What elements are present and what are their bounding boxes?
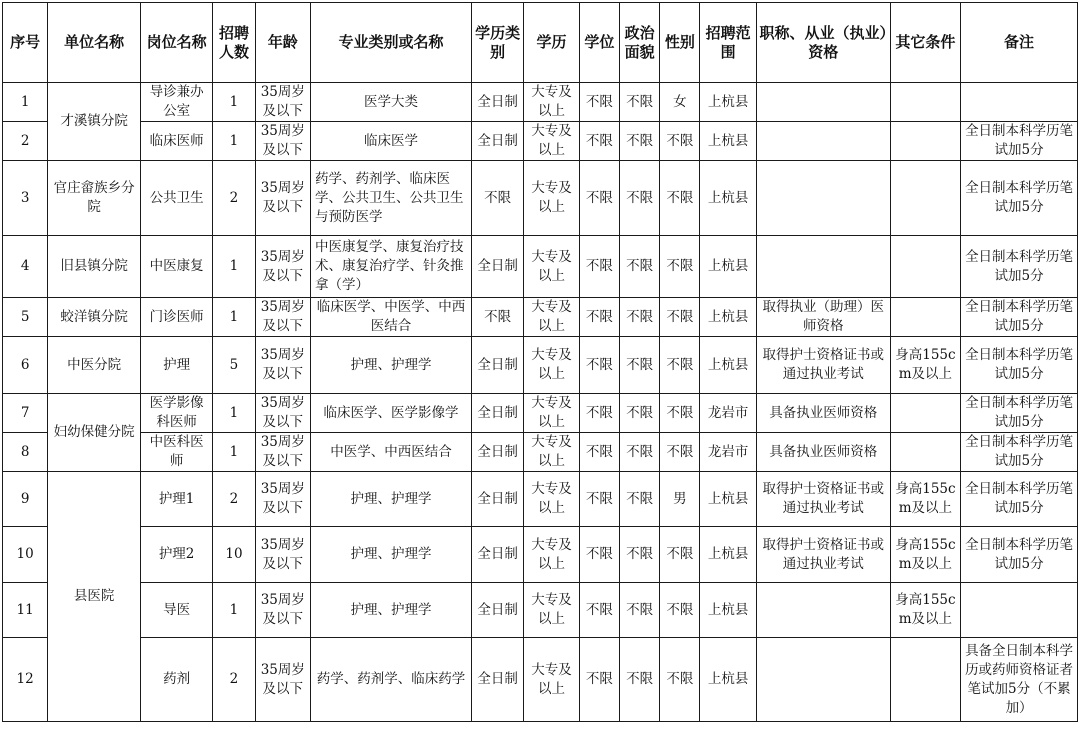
cell-major: 药学、药剂学、临床药学 [310,638,471,722]
cell-major: 护理、护理学 [310,527,471,583]
cell-gender: 不限 [660,298,700,337]
cell-political: 不限 [619,236,659,298]
cell-count: 2 [213,472,255,527]
header-other: 其它条件 [890,3,960,83]
cell-edu-type: 不限 [472,161,524,236]
cell-other: 身高155cm及以上 [890,472,960,527]
cell-seq: 12 [3,638,48,722]
cell-age: 35周岁及以下 [255,161,310,236]
cell-other [890,638,960,722]
cell-unit: 县医院 [48,472,141,722]
header-major: 专业类别或名称 [310,3,471,83]
header-seq: 序号 [3,3,48,83]
cell-title [756,236,890,298]
cell-edu-type: 不限 [472,298,524,337]
cell-major: 中医康复学、康复治疗技术、康复治疗学、针灸推拿（学） [310,236,471,298]
table-row [3,638,1078,722]
cell-title: 取得执业（助理）医师资格 [756,298,890,337]
cell-seq: 3 [3,161,48,236]
cell-title: 具备执业医师资格 [756,394,890,433]
cell-seq: 10 [3,527,48,583]
table-row [3,337,1078,394]
cell-scope: 上杭县 [700,337,756,394]
cell-other [890,161,960,236]
cell-age: 35周岁及以下 [255,298,310,337]
cell-scope: 上杭县 [700,236,756,298]
cell-gender: 不限 [660,638,700,722]
cell-edu: 大专及以上 [524,638,579,722]
cell-remark: 具备全日制本科学历或药师资格证者笔试加5分（不累加） [961,638,1078,722]
cell-political: 不限 [619,161,659,236]
cell-edu: 大专及以上 [524,161,579,236]
cell-scope: 上杭县 [700,472,756,527]
cell-remark: 全日制本科学历笔试加5分 [961,433,1078,472]
cell-edu-type: 全日制 [472,527,524,583]
cell-scope: 上杭县 [700,122,756,161]
cell-age: 35周岁及以下 [255,583,310,638]
cell-other [890,394,960,433]
cell-degree: 不限 [579,583,619,638]
cell-major: 临床医学 [310,122,471,161]
cell-seq: 5 [3,298,48,337]
cell-edu-type: 全日制 [472,638,524,722]
cell-post: 护理2 [140,527,212,583]
cell-political: 不限 [619,337,659,394]
cell-scope: 上杭县 [700,638,756,722]
cell-post: 药剂 [140,638,212,722]
cell-gender: 不限 [660,394,700,433]
cell-degree: 不限 [579,298,619,337]
cell-age: 35周岁及以下 [255,433,310,472]
cell-age: 35周岁及以下 [255,527,310,583]
cell-edu-type: 全日制 [472,236,524,298]
cell-age: 35周岁及以下 [255,472,310,527]
cell-seq: 8 [3,433,48,472]
cell-remark: 全日制本科学历笔试加5分 [961,236,1078,298]
cell-count: 1 [213,122,255,161]
cell-count: 1 [213,394,255,433]
cell-remark: 全日制本科学历笔试加5分 [961,337,1078,394]
cell-major: 中医学、中西医结合 [310,433,471,472]
cell-degree: 不限 [579,527,619,583]
cell-seq: 2 [3,122,48,161]
table-row [3,433,1078,472]
cell-age: 35周岁及以下 [255,122,310,161]
cell-post: 医学影像科医师 [140,394,212,433]
cell-edu-type: 全日制 [472,583,524,638]
table-row [3,472,1078,527]
cell-other [890,236,960,298]
cell-edu-type: 全日制 [472,83,524,122]
cell-edu: 大专及以上 [524,472,579,527]
table-row [3,527,1078,583]
cell-edu-type: 全日制 [472,337,524,394]
cell-remark: 全日制本科学历笔试加5分 [961,527,1078,583]
cell-seq: 7 [3,394,48,433]
header-political: 政治面貌 [619,3,659,83]
cell-degree: 不限 [579,83,619,122]
cell-scope: 龙岩市 [700,433,756,472]
cell-count: 1 [213,83,255,122]
cell-scope: 上杭县 [700,161,756,236]
cell-scope: 上杭县 [700,527,756,583]
cell-title [756,638,890,722]
cell-remark: 全日制本科学历笔试加5分 [961,298,1078,337]
cell-gender: 不限 [660,527,700,583]
cell-title [756,122,890,161]
header-age: 年龄 [255,3,310,83]
header-remark: 备注 [961,3,1078,83]
cell-major: 护理、护理学 [310,472,471,527]
cell-other: 身高155cm及以上 [890,337,960,394]
cell-scope: 上杭县 [700,583,756,638]
cell-post: 中医康复 [140,236,212,298]
cell-post: 护理 [140,337,212,394]
header-gender: 性别 [660,3,700,83]
cell-scope: 龙岩市 [700,394,756,433]
cell-edu-type: 全日制 [472,472,524,527]
cell-other: 身高155cm及以上 [890,527,960,583]
cell-seq: 9 [3,472,48,527]
cell-unit: 妇幼保健分院 [48,394,141,472]
cell-title [756,161,890,236]
cell-other [890,122,960,161]
cell-unit: 才溪镇分院 [48,83,141,161]
cell-political: 不限 [619,394,659,433]
header-row [3,3,1078,83]
cell-degree: 不限 [579,337,619,394]
cell-seq: 6 [3,337,48,394]
cell-gender: 男 [660,472,700,527]
cell-remark: 全日制本科学历笔试加5分 [961,394,1078,433]
cell-major: 护理、护理学 [310,337,471,394]
cell-gender: 女 [660,83,700,122]
cell-edu: 大专及以上 [524,236,579,298]
cell-gender: 不限 [660,122,700,161]
cell-edu: 大专及以上 [524,433,579,472]
cell-post: 中医科医师 [140,433,212,472]
cell-political: 不限 [619,583,659,638]
cell-political: 不限 [619,83,659,122]
cell-seq: 4 [3,236,48,298]
cell-age: 35周岁及以下 [255,638,310,722]
cell-political: 不限 [619,433,659,472]
cell-age: 35周岁及以下 [255,394,310,433]
cell-post: 门诊医师 [140,298,212,337]
cell-post: 护理1 [140,472,212,527]
cell-title: 取得护士资格证书或通过执业考试 [756,472,890,527]
header-degree: 学位 [579,3,619,83]
cell-scope: 上杭县 [700,298,756,337]
cell-post: 导诊兼办公室 [140,83,212,122]
cell-post: 导医 [140,583,212,638]
cell-other [890,83,960,122]
cell-edu: 大专及以上 [524,122,579,161]
header-count: 招聘人数 [213,3,255,83]
cell-title: 取得护士资格证书或通过执业考试 [756,527,890,583]
recruitment-table-container [2,2,1078,722]
cell-edu: 大专及以上 [524,83,579,122]
cell-other: 身高155cm及以上 [890,583,960,638]
header-title: 职称、从业（执业）资格 [756,3,890,83]
cell-edu-type: 全日制 [472,433,524,472]
cell-political: 不限 [619,638,659,722]
table-row [3,583,1078,638]
cell-other [890,298,960,337]
cell-gender: 不限 [660,337,700,394]
cell-age: 35周岁及以下 [255,236,310,298]
cell-seq: 11 [3,583,48,638]
header-edu: 学历 [524,3,579,83]
cell-political: 不限 [619,122,659,161]
cell-degree: 不限 [579,638,619,722]
cell-edu: 大专及以上 [524,583,579,638]
cell-edu: 大专及以上 [524,298,579,337]
cell-major: 护理、护理学 [310,583,471,638]
cell-gender: 不限 [660,433,700,472]
cell-degree: 不限 [579,122,619,161]
cell-gender: 不限 [660,161,700,236]
cell-degree: 不限 [579,394,619,433]
header-edu-type: 学历类别 [472,3,524,83]
header-scope: 招聘范围 [700,3,756,83]
table-row [3,122,1078,161]
cell-count: 10 [213,527,255,583]
cell-remark [961,83,1078,122]
cell-degree: 不限 [579,236,619,298]
cell-unit: 官庄畲族乡分院 [48,161,141,236]
cell-unit: 蛟洋镇分院 [48,298,141,337]
cell-count: 2 [213,638,255,722]
cell-count: 1 [213,298,255,337]
cell-degree: 不限 [579,161,619,236]
cell-remark: 全日制本科学历笔试加5分 [961,161,1078,236]
table-row [3,298,1078,337]
cell-edu-type: 全日制 [472,394,524,433]
cell-remark [961,583,1078,638]
cell-gender: 不限 [660,583,700,638]
cell-degree: 不限 [579,433,619,472]
cell-title [756,83,890,122]
cell-other [890,433,960,472]
cell-title: 具备执业医师资格 [756,433,890,472]
cell-major: 药学、药剂学、临床医学、公共卫生、公共卫生与预防医学 [310,161,471,236]
table-row [3,236,1078,298]
cell-title: 取得护士资格证书或通过执业考试 [756,337,890,394]
cell-edu-type: 全日制 [472,122,524,161]
cell-unit: 中医分院 [48,337,141,394]
cell-seq: 1 [3,83,48,122]
cell-edu: 大专及以上 [524,394,579,433]
cell-gender: 不限 [660,236,700,298]
cell-remark: 全日制本科学历笔试加5分 [961,122,1078,161]
cell-count: 5 [213,337,255,394]
recruitment-table [2,2,1078,722]
cell-major: 医学大类 [310,83,471,122]
cell-age: 35周岁及以下 [255,337,310,394]
cell-major: 临床医学、医学影像学 [310,394,471,433]
header-unit: 单位名称 [48,3,141,83]
cell-count: 2 [213,161,255,236]
cell-remark: 全日制本科学历笔试加5分 [961,472,1078,527]
cell-count: 1 [213,236,255,298]
cell-unit: 旧县镇分院 [48,236,141,298]
table-row [3,394,1078,433]
cell-count: 1 [213,583,255,638]
table-row [3,83,1078,122]
cell-major: 临床医学、中医学、中西医结合 [310,298,471,337]
cell-title [756,583,890,638]
header-post: 岗位名称 [140,3,212,83]
cell-political: 不限 [619,472,659,527]
cell-edu: 大专及以上 [524,337,579,394]
cell-political: 不限 [619,298,659,337]
table-row [3,161,1078,236]
cell-degree: 不限 [579,472,619,527]
cell-post: 临床医师 [140,122,212,161]
cell-count: 1 [213,433,255,472]
cell-age: 35周岁及以下 [255,83,310,122]
cell-edu: 大专及以上 [524,527,579,583]
cell-post: 公共卫生 [140,161,212,236]
cell-scope: 上杭县 [700,83,756,122]
cell-political: 不限 [619,527,659,583]
